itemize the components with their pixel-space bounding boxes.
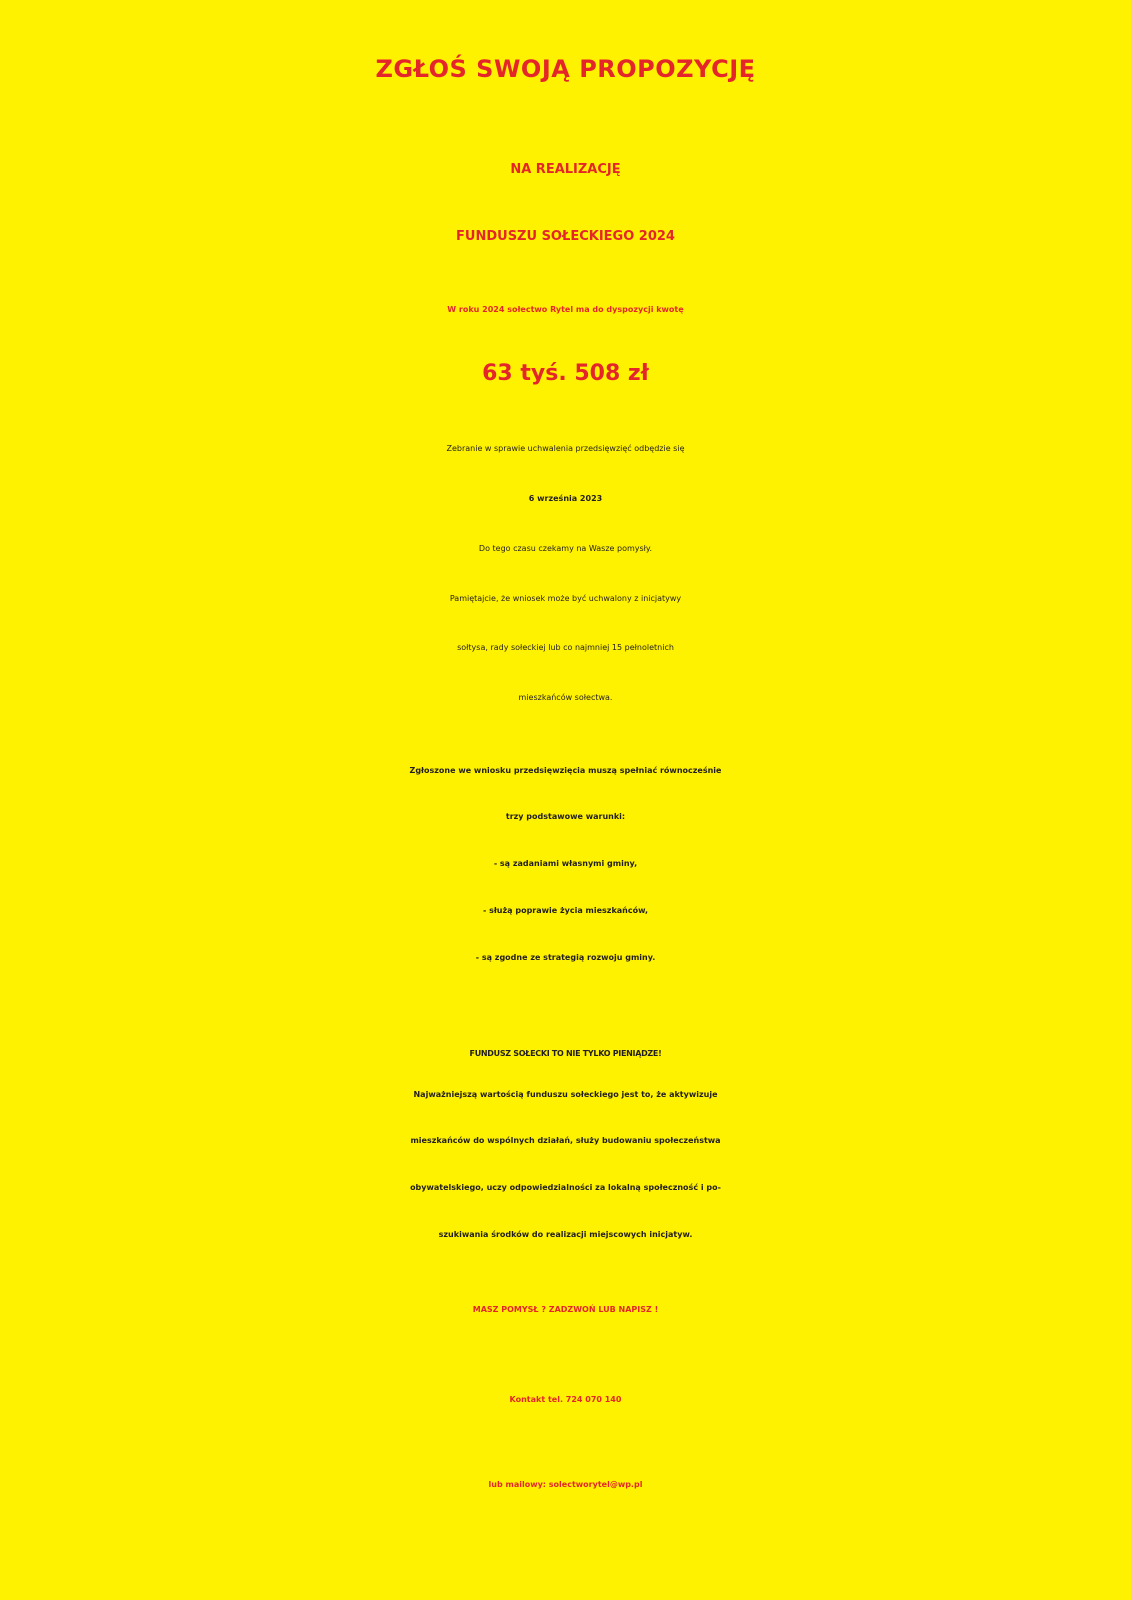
meeting-date: 6 września 2023 [528,494,603,503]
meeting-text-line-6: mieszkańców sołectwa. [518,693,613,702]
condition-item: - służą poprawie życia mieszkańców, [482,906,649,915]
meeting-text-line-3: Do tego czasu czekamy na Wasze pomysły. [478,544,653,553]
poster-title: ZGŁOŚ SWOJĄ PROPOZYCJĘ [375,55,756,83]
poster-subtitle-line-2: NA REALIZACJĘ [510,162,621,177]
importance-line: mieszkańców do wspólnych działań, służy budowaniu społeczeństwa [410,1136,721,1145]
call-to-action: MASZ POMYSŁ ? ZADZWOŃ LUB NAPISZ ! [472,1305,659,1314]
importance-line: obywatelskiego, uczy odpowiedzialności za lokalną społeczność i po- [410,1183,721,1192]
importance-line: szukiwania środków do realizacji miejscowych inicjatyw. [438,1230,693,1239]
meeting-text-line-5: sołtysa, rady sołeckiej lub co najmniej 15 pełnoletnich [457,643,674,652]
meeting-text-line-4: Pamiętajcie, że wniosek może być uchwalony z inicjatywy [449,594,682,603]
contact-phone: Kontakt tel. 724 070 140 [509,1395,622,1404]
budget-intro: W roku 2024 sołectwo Rytel ma do dyspozycji kwotę [447,305,684,314]
poster-subtitle-line-3: FUNDUSZU SOŁECKIEGO 2024 [456,229,675,244]
condition-item: - są zgodne ze strategią rozwoju gminy. [475,953,656,962]
importance-heading: FUNDUSZ SOŁECKI TO NIE TYLKO PIENIĄDZE! [469,1049,662,1058]
contact-email: lub mailowy: solectworytel@wp.pl [488,1480,643,1489]
conditions-intro-2: trzy podstawowe warunki: [505,812,626,821]
condition-item: - są zadaniami własnymi gminy, [493,859,638,868]
meeting-text-line-1: Zebranie w sprawie uchwalenia przedsięwzięć odbędzie się [446,444,685,453]
budget-amount: 63 tyś. 508 zł [482,361,649,386]
importance-line: Najważniejszą wartością funduszu sołeckiego jest to, że aktywizuje [413,1090,718,1099]
conditions-intro-1: Zgłoszone we wniosku przedsięwzięcia muszą spełniać równocześnie [409,766,722,775]
